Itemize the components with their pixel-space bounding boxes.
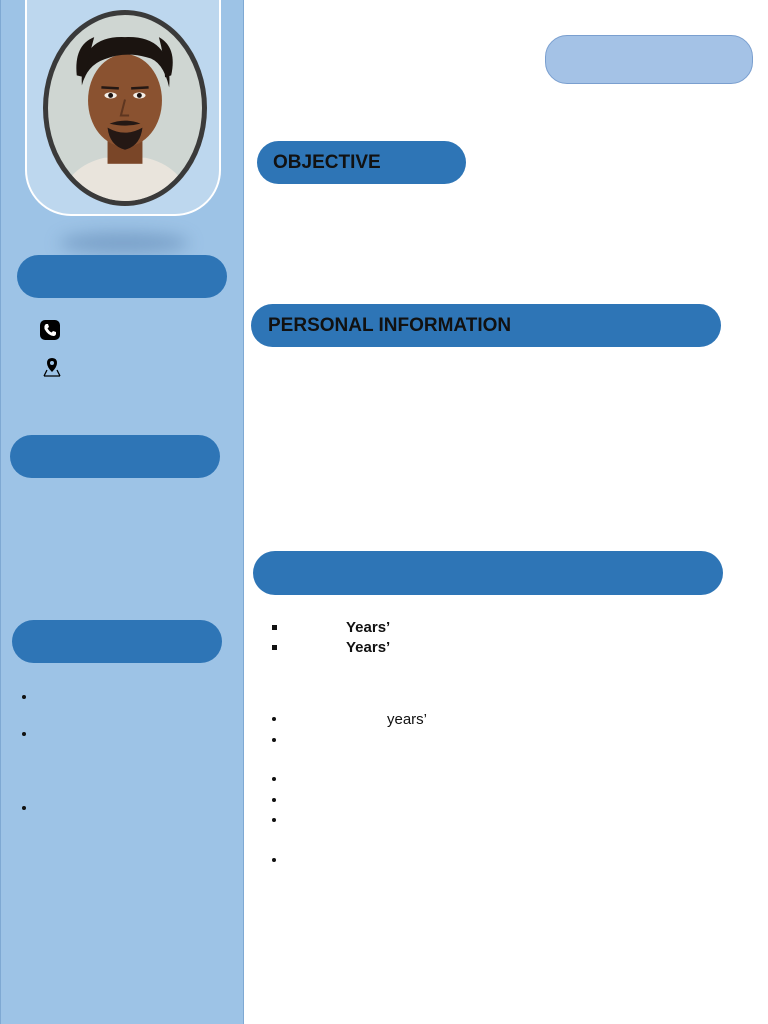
experience-item-unit: Years’	[346, 639, 391, 656]
detail-bullet	[272, 818, 276, 822]
location-pin-icon	[41, 356, 63, 378]
section-title-personal-information: PERSONAL INFORMATION	[268, 314, 512, 336]
sidebar-pill-section-3	[12, 620, 222, 663]
sidebar-pill-section-2	[10, 435, 220, 478]
detail-bullet	[272, 717, 276, 721]
detail-bullet	[272, 738, 276, 742]
sidebar-bullet	[22, 695, 26, 699]
experience-bullet	[272, 645, 277, 650]
name-pill	[545, 35, 753, 84]
section-header-objective	[257, 141, 466, 184]
sidebar-bullet	[22, 806, 26, 810]
profile-photo	[43, 10, 207, 206]
section-header-experience	[253, 551, 723, 595]
detail-unit: years’	[387, 711, 428, 728]
detail-bullet	[272, 777, 276, 781]
phone-icon	[39, 319, 61, 341]
experience-item-unit: Years’	[346, 619, 391, 636]
section-title-objective: OBJECTIVE	[273, 151, 381, 173]
sidebar	[0, 0, 244, 1024]
sidebar-pill-contact	[17, 255, 227, 298]
detail-bullet	[272, 798, 276, 802]
sidebar-bullet	[22, 732, 26, 736]
photo-card	[25, 0, 221, 216]
section-header-personal-information	[251, 304, 721, 347]
experience-bullet	[272, 625, 277, 630]
detail-bullet	[272, 858, 276, 862]
decorative-shadow	[59, 232, 189, 254]
